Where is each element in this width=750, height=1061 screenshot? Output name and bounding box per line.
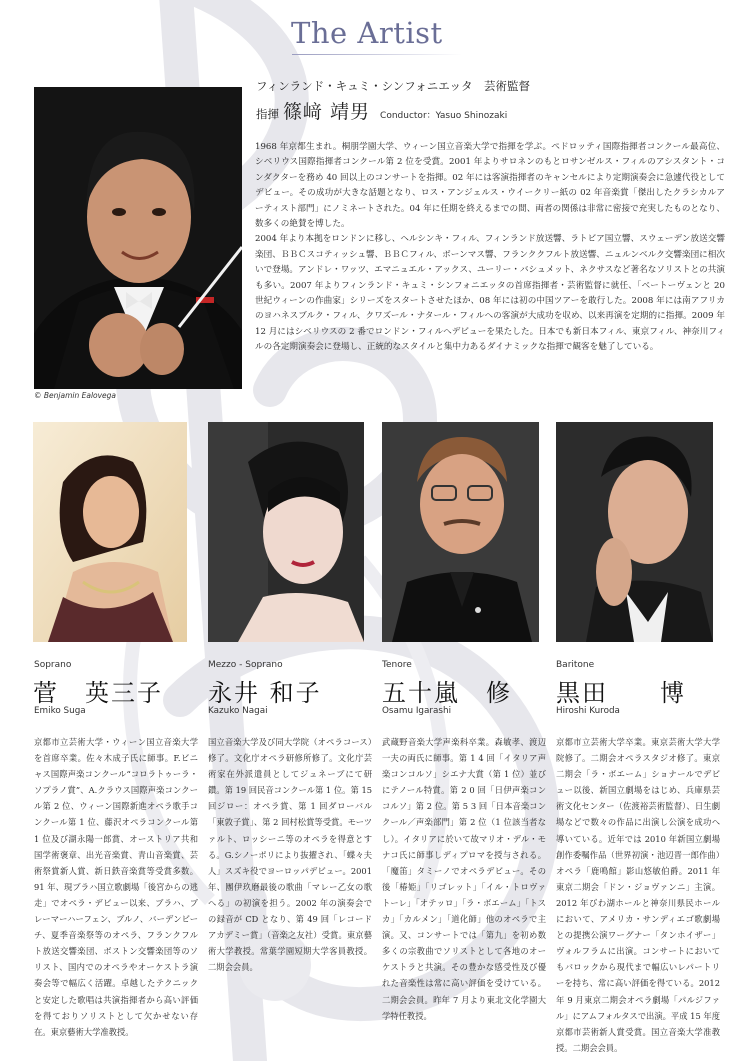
singer-name-mezzo-soprano: 永井 和子: [208, 679, 322, 707]
mezzo-soprano-photo: [208, 422, 364, 642]
singer-name-english-baritone: Hiroshi Kuroda: [556, 706, 620, 716]
baritone-portrait-illustration: [556, 422, 713, 642]
singer-name-english-soprano: Emiko Suga: [34, 706, 86, 716]
conductor-photo: [34, 87, 242, 389]
conductor-name-english: Conductor：Yasuo Shinozaki: [380, 111, 508, 121]
singer-bio-mezzo-soprano: 国立音楽大学及び同大学院（オペラコース）修了。文化庁オペラ研修所修了。文化庁芸術家在外派遣員としてジュネーブにて研鑽。第 19 回民音コンクール第 1 位。第 15 回ジロー：オペラ賞、第 1 回ダローバル「東敦子賞」、第 2 回村松賞等受賞。モーツァルト、ロッシーニ等のオペラを得意とする。G.シノーポリにより抜擢され、「蝶々夫人」スズキ役でヨーロッパデビュー。2001 年、團伊玖磨最後の歌曲「マレー乙女の歌へる」の初演を担う。2002 年の演奏会での録音が CD となり、第 49 回「レコードアカデミー賞」（音楽之友社）受賞。東京藝術大学教授。常葉学園短期大学客員教授。二期会会員。: [208, 737, 372, 973]
singer-name-baritone: 黒田 博: [556, 679, 686, 707]
conductor-biography: [255, 140, 725, 356]
photo-credit: © Benjamin Ealovega: [34, 391, 117, 400]
conductor-name: 篠﨑 靖男: [283, 101, 371, 123]
conductor-bio-paragraph-1: 1968 年京都生まれ。桐朋学園大学、ウィーン国立音楽大学で指揮を学ぶ。ペドロッティ国際指揮者コンクール最高位、シベリウス国際指揮者コンクール第 2 位を受賞。2001 年よりサロネンのもとロサンゼルス・フィルのアシスタント・コンダクターを務め 40 回以上のコンサートを指揮。02 年には客演指揮者のキャンセルにより定期演奏会に急遽代役としてデビュー。その成功が大きな話題となり、ロス・アンジェルス・ウイークリー紙の 02 年音楽賞「傑出したクラシカルアーティスト部門」にノミネートされた。04 年に任期を終えるまでの間、両者の関係は非常に密接で充実したものとなり、数多くの絶賛を博した。: [255, 142, 725, 230]
singer-bio-soprano: 京都市立芸術大学・ウィーン国立音楽大学を首席卒業。佐々木成子氏に師事。F.ビニャス国際声楽コンクール“コロラトゥーラ・ソプラノ賞”、A.クラウス国際声楽コンクール第 2 位、ウィーン国際新進オペラ歌手コンクール第 1 位、藤沢オペラコンクール第 1 位及び湖永陽一郎賞、オーストリア共和国学術褒章、出光音楽賞、青山音楽賞、芸術祭賞新人賞、新日鉄音楽賞等受賞多数。91 年、現ブラハ国立歌劇場「後宮からの逃走」でオペラ・デビュー以来、ブラハ、ブレーマーハーフェン、ブルノ、バーデンビーチ、夏季音楽祭等のオペラ、フランクフルト放送交響楽団、ボストン交響楽団等のソリスト、国内でのオペラやオーケストラ演奏会等で幅広く活躍。卓越したテクニックと安定した歌唱は共演指揮者から高い評価を得ておりソリストとして欠かせない存在。東京藝術大学准教授。: [34, 737, 198, 1037]
soprano-photo: [33, 422, 187, 642]
singer-bio-baritone: 京都市立芸術大学卒業。東京芸術大学大学院修了。二期会オペラスタジオ修了。東京二期会「ラ・ボエーム」ショナールでデビュー以後、新国立劇場をはじめ、兵庫県芸術文化センター（佐渡裕芸術監督）、日生劇場などで数々の作品に出演し公演を成功へ導いている。近年では 2010 年新国立劇場創作委嘱作品（世界初演・池辺晋一郎作曲）オペラ「鹿鳴館」影山悠敏伯爵。2011 年東京二期会「ドン・ジョヴァンニ」主演。2012 年びわ湖ホールと神奈川県民ホールにおいて、アメリカ・サンディエゴ歌劇場との提携公演ワーグナー「タンホイザー」ヴォルフラムに出演。コンサートにおいてもバロックから現代まで幅広いレパートリーを持ち、常に高い評価を得ている。2012 年 9 月東京二期会オペラ劇場「パルジファル」にアムフォルタスで出演。平成 15 年度京都市芸術新人賞受賞。国立音楽大学准教授。二期会会員。: [556, 737, 720, 1053]
voice-type-baritone: Baritone: [556, 660, 595, 670]
voice-type-soprano: Soprano: [34, 660, 72, 670]
baritone-photo: [556, 422, 713, 642]
conductor-portrait-illustration: [34, 87, 242, 389]
soprano-portrait-illustration: [33, 422, 187, 642]
singer-bio-tenor: 武蔵野音楽大学声楽科卒業。森敏孝、渡辺一夫の両氏に師事。第 1 4 回「イタリア声楽コンコルソ」シエナ大賞（第 1 位）並びにテノール特賞。第 2 0 回「日伊声楽コンコルソ」第 2 位。第 5 3 回「日本音楽コンクール／声楽部門」第 2 位（1 位該当者なし）。イタリアに於いて故マリオ・デル・モナコ氏に師事しディプロマを授与される。「魔笛」タミーノでオペラデビュー。その後「椿姫」「リゴレット」「イル・トロヴァトーレ」「オテッロ」「ラ・ボエーム」「トスカ」「カルメン」「道化師」他のオペラで主演。又、コンサートでは「第九」を初め数多くの宗教曲でソリストとして各地のオーケストラと共演。その豊かな感受性及び優れた音楽性は常に高い評価を受けている。二期会会員。昨年 7 月より東北文化学園大学特任教授。: [382, 737, 546, 1021]
conductor-organization: フィンランド・キュミ・シンフォニエッタ 芸術監督: [256, 79, 530, 93]
mezzo-soprano-portrait-illustration: [208, 422, 364, 642]
tenor-photo: [382, 422, 539, 642]
voice-type-mezzo-soprano: Mezzo - Soprano: [208, 660, 283, 670]
singer-name-soprano: 菅 英三子: [33, 679, 163, 707]
conductor-bio-paragraph-2: 2004 年より本拠をロンドンに移し、ヘルシンキ・フィル、フィンランド放送響、ラトビア国立響、スウェーデン放送交響楽団、ＢＢＣスコティッシュ響、ＢＢＣフィル、ボーンマス響、フランククフルト放送響、ニュルンベルク交響楽団に相次いで登場。アンドレ・ワッツ、エマニュエル・アックス、ユーリー・バシュメット、ネクサスなど著名なソリストとの共演も多い。2007 年よりフィンランド・キュミ・シンフォニエッタの首席指揮者・芸術監督に就任、「ベートーヴェンと 20 世紀ウィーンの作曲家」シリーズをスタートさせたほか、08 年には初の中国ツアーを敢行した。2008 年には南アフリカのヨハネスブルク・フィル、クワズール・ナタール・フィルへの客演が大成功を収め、以来再演を定期的に指揮。2009 年 12 月にはシベリウスの 2 番でロンドン・フィルへデビューを果たした。日本でも新日本フィル、東京フィル、神奈川フィルの各定期演奏会に登場し、正統的なスタイルと集中力あるダイナミックな指揮で観客を魅了している。: [255, 234, 725, 353]
conductor-role: 指揮: [256, 107, 279, 121]
page-title: The Artist: [291, 16, 443, 50]
conductor-name-row: [256, 97, 507, 124]
singer-name-english-mezzo-soprano: Kazuko Nagai: [208, 706, 268, 716]
title-underline: [292, 54, 462, 55]
singer-name-english-tenor: Osamu Igarashi: [382, 706, 452, 716]
voice-type-tenor: Tenore: [382, 660, 412, 670]
singer-name-tenor: 五十嵐 修: [382, 679, 512, 707]
tenor-portrait-illustration: [382, 422, 539, 642]
